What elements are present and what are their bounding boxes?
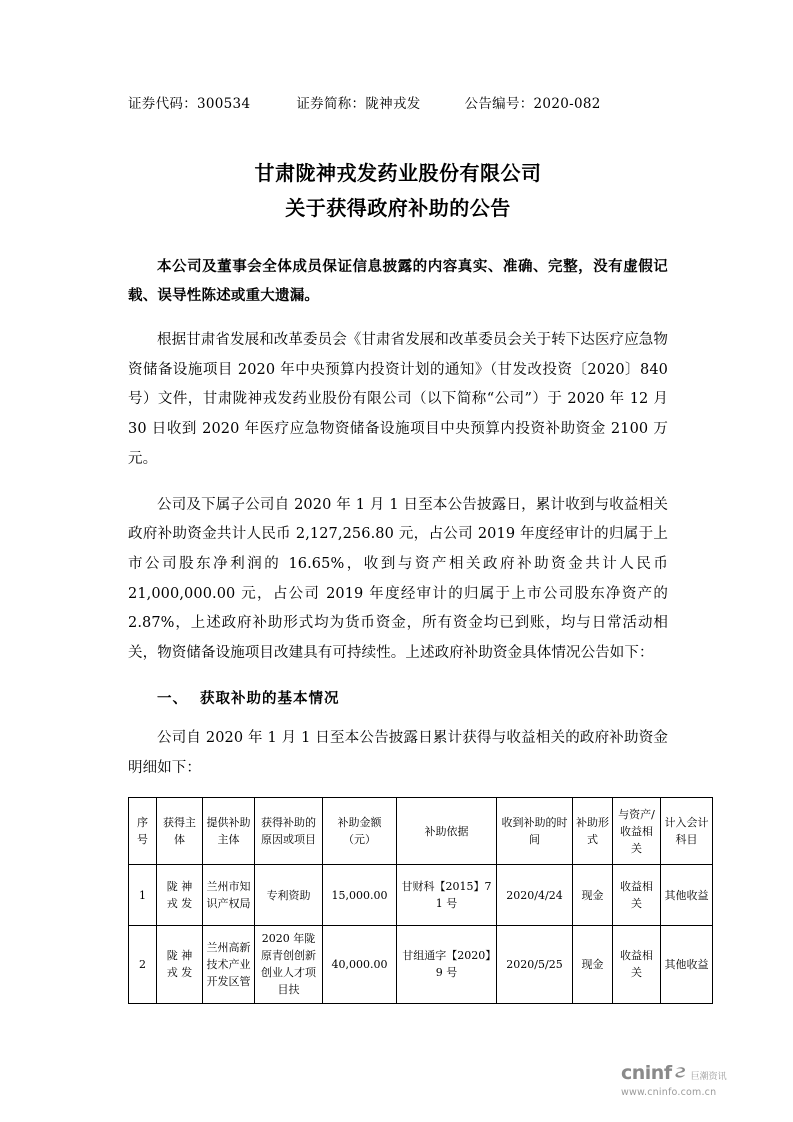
- cell-relation: 收益相关: [613, 926, 661, 1003]
- announcement-number: 公告编号：2020-082: [464, 96, 601, 112]
- cell-form: 现金: [573, 865, 613, 926]
- page-title: [128, 156, 668, 226]
- security-abbr: 证券简称：陇神戎发: [296, 96, 421, 112]
- cell-form: 现金: [573, 926, 613, 1003]
- th-basis: 补助依据: [397, 798, 497, 865]
- cell-reason: 专利资助: [255, 865, 323, 926]
- cell-basis: 甘财科【2015】71 号: [397, 865, 497, 926]
- cell-index: 2: [129, 926, 157, 1003]
- th-provider: 提供补助主体: [203, 798, 255, 865]
- th-amount: 补助金额（元）: [323, 798, 397, 865]
- th-index: 序号: [129, 798, 157, 865]
- cell-amount: 40,000.00: [323, 926, 397, 1003]
- table-row: [129, 926, 713, 1003]
- cninfo-logo-text: cninf: [621, 1062, 672, 1084]
- th-account: 计入会计科目: [661, 798, 713, 865]
- cninfo-logo-mark-icon: [674, 1064, 687, 1077]
- cninfo-url: www.cninfo.com.cn: [621, 1087, 717, 1098]
- th-relation: 与资产/收益相关: [613, 798, 661, 865]
- security-code: 证券代码：300534: [128, 96, 251, 112]
- cell-date: 2020/4/24: [497, 865, 573, 926]
- logo-row: [621, 1062, 741, 1084]
- th-reason: 获得补助的原因或项目: [255, 798, 323, 865]
- title-line-1: 甘肃陇神戎发药业股份有限公司: [254, 161, 542, 185]
- paragraph-1: 根据甘肃省发展和改革委员会《甘肃省发展和改革委员会关于转下达医疗应急物资储备设施项目 2020 年中央预算内投资计划的通知》（甘发改投资〔2020〕840 号）文件，甘肃陇神戎发药业股份有限公司（以下简称“公司”）于 2020 年 12 月 30 日收到 2020 年医疗应急物资储备设施项目中央预算内投资补助资金 2100 万元。: [128, 332, 668, 467]
- title-line-2: 关于获得政府补助的公告: [285, 196, 511, 220]
- disclaimer-statement: 本公司及董事会全体成员保证信息披露的内容真实、准确、完整，没有虚假记载、误导性陈述或重大遗漏。: [128, 258, 668, 304]
- cell-reason: 2020 年陇原青创创新创业人才项目扶: [255, 926, 323, 1003]
- th-subject: 获得主体: [157, 798, 203, 865]
- cell-subject: 陇 神 戎 发: [157, 865, 203, 926]
- cell-basis: 甘组通字【2020】9 号: [397, 926, 497, 1003]
- cninfo-logo-subtext: 巨潮资讯: [690, 1072, 727, 1082]
- paragraph-2: 公司及下属子公司自 2020 年 1 月 1 日至本公告披露日，累计收到与收益相关政府补助资金共计人民币 2,127,256.80 元，占公司 2019 年度经审计的归属于上市公司股东净利润的 16.65%，收到与资产相关政府补助资金共计人民币 21,000,000.00 元，占公司 2019 年度经审计的归属于上市公司股东净资产的 2.87%，上述政府补助形式均为货币资金，所有资金均已到账，均与日常活动相关，物资储备设施项目改建具有可持续性。上述政府补助资金具体情况公告如下：: [128, 496, 668, 662]
- table-row: [129, 865, 713, 926]
- cell-amount: 15,000.00: [323, 865, 397, 926]
- th-date: 收到补助的时间: [497, 798, 573, 865]
- section-title: 获取补助的基本情况: [200, 689, 340, 707]
- cell-provider: 兰州市知识产权局: [203, 865, 255, 926]
- cell-index: 1: [129, 865, 157, 926]
- government-grant-table: [128, 797, 713, 1003]
- cell-provider: 兰州高新技术产业开发区管: [203, 926, 255, 1003]
- section-heading: [128, 687, 668, 708]
- cell-account: 其他收益: [661, 926, 713, 1003]
- section-number: 一、: [157, 689, 188, 707]
- section-lead-paragraph: 公司自 2020 年 1 月 1 日至本公告披露日累计获得与收益相关的政府补助资金明细如下：: [128, 729, 668, 776]
- cninfo-watermark: [621, 1062, 741, 1098]
- document-header: [128, 92, 668, 112]
- cell-relation: 收益相关: [613, 865, 661, 926]
- cell-account: 其他收益: [661, 865, 713, 926]
- table-header-row: [129, 798, 713, 865]
- document-content: [128, 92, 709, 1004]
- th-form: 补助形式: [573, 798, 613, 865]
- cell-date: 2020/5/25: [497, 926, 573, 1003]
- cell-subject: 陇 神 戎 发: [157, 926, 203, 1003]
